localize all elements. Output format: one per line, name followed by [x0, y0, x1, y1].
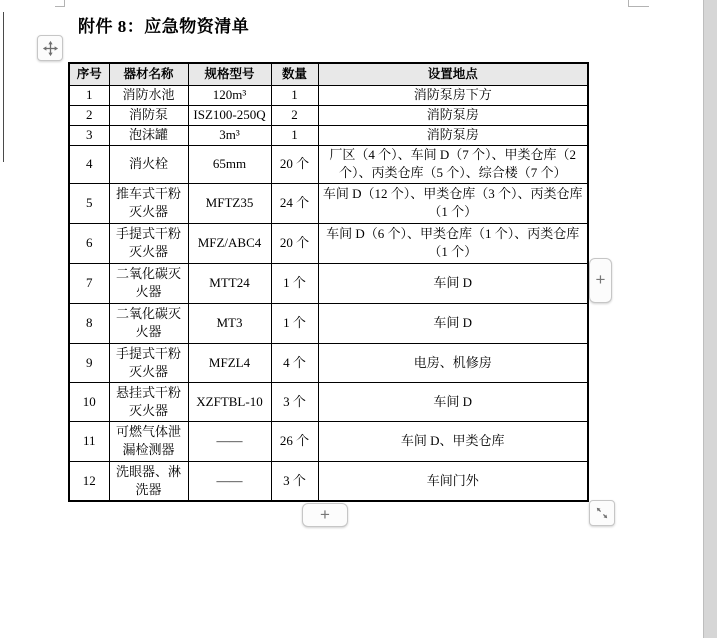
cell-spec[interactable]: 3m³ [188, 125, 271, 145]
page-right-edge [703, 0, 717, 638]
cell-spec[interactable]: MFTZ35 [188, 183, 271, 223]
cell-seq[interactable]: 12 [69, 461, 109, 501]
table-resize-button[interactable] [589, 500, 615, 526]
page-title[interactable]: 附件 8：应急物资清单 [78, 17, 250, 36]
cell-qty[interactable]: 1 [271, 125, 318, 145]
resize-diagonal-icon [594, 505, 610, 521]
cell-qty[interactable]: 24 个 [271, 183, 318, 223]
cell-qty[interactable]: 26 个 [271, 421, 318, 461]
cell-seq[interactable]: 7 [69, 263, 109, 303]
cell-seq[interactable]: 4 [69, 145, 109, 183]
cell-seq[interactable]: 1 [69, 85, 109, 105]
cell-name[interactable]: 手提式干粉灭火器 [109, 223, 188, 263]
plus-icon: + [320, 504, 330, 524]
cell-spec[interactable]: —— [188, 461, 271, 501]
cell-spec[interactable]: MFZ/ABC4 [188, 223, 271, 263]
cell-location[interactable]: 消防泵房 [318, 125, 588, 145]
page-left-edge-line [3, 12, 4, 162]
supplies-table [68, 62, 589, 502]
cell-seq[interactable]: 5 [69, 183, 109, 223]
cell-qty[interactable]: 2 [271, 105, 318, 125]
cell-spec[interactable]: 120m³ [188, 85, 271, 105]
cell-name[interactable]: 手提式干粉灭火器 [109, 343, 188, 382]
table-row [69, 85, 588, 105]
cell-qty[interactable]: 20 个 [271, 145, 318, 183]
table-row [69, 145, 588, 183]
cell-spec[interactable]: MTT24 [188, 263, 271, 303]
cell-location[interactable]: 车间 D [318, 263, 588, 303]
cell-name[interactable]: 可燃气体泄漏检测器 [109, 421, 188, 461]
cell-name[interactable]: 消火栓 [109, 145, 188, 183]
cell-name[interactable]: 洗眼器、淋洗器 [109, 461, 188, 501]
cell-name[interactable]: 消防泵 [109, 105, 188, 125]
add-row-button[interactable] [302, 503, 348, 527]
table-row [69, 183, 588, 223]
table-row [69, 421, 588, 461]
table-row [69, 303, 588, 343]
header-location[interactable]: 设置地点 [318, 63, 588, 85]
cell-location[interactable]: 车间 D（12 个）、甲类仓库（3 个）、丙类仓库（1 个） [318, 183, 588, 223]
header-equipment-name[interactable]: 器材名称 [109, 63, 188, 85]
cell-seq[interactable]: 9 [69, 343, 109, 382]
cell-seq[interactable]: 3 [69, 125, 109, 145]
cell-seq[interactable]: 11 [69, 421, 109, 461]
table-row [69, 343, 588, 382]
supplies-table-body [69, 85, 588, 501]
table-row [69, 105, 588, 125]
cell-spec[interactable]: 65mm [188, 145, 271, 183]
header-quantity[interactable]: 数量 [271, 63, 318, 85]
cell-location[interactable]: 车间 D、甲类仓库 [318, 421, 588, 461]
table-row [69, 461, 588, 501]
cell-name[interactable]: 二氧化碳灭火器 [109, 263, 188, 303]
cell-seq[interactable]: 6 [69, 223, 109, 263]
header-spec-model[interactable]: 规格型号 [188, 63, 271, 85]
cell-location[interactable]: 电房、机修房 [318, 343, 588, 382]
table-row [69, 382, 588, 421]
move-icon [42, 40, 59, 57]
cell-location[interactable]: 厂区（4 个）、车间 D（7 个）、甲类仓库（2 个）、丙类仓库（5 个）、综合楼（7 个） [318, 145, 588, 183]
cell-spec[interactable]: —— [188, 421, 271, 461]
cell-name[interactable]: 推车式干粉灭火器 [109, 183, 188, 223]
cell-qty[interactable]: 20 个 [271, 223, 318, 263]
cell-qty[interactable]: 1 个 [271, 303, 318, 343]
page-margin-mark-topleft [55, 6, 65, 7]
table-move-handle-button[interactable] [37, 35, 63, 61]
cell-location[interactable]: 车间 D [318, 382, 588, 421]
cell-location[interactable]: 消防泵房下方 [318, 85, 588, 105]
cell-location[interactable]: 车间门外 [318, 461, 588, 501]
page-margin-mark-topright [628, 6, 649, 7]
cell-qty[interactable]: 3 个 [271, 461, 318, 501]
cell-qty[interactable]: 4 个 [271, 343, 318, 382]
table-header-row [69, 63, 588, 85]
table-row [69, 263, 588, 303]
plus-icon: + [595, 270, 606, 289]
cell-qty[interactable]: 1 [271, 85, 318, 105]
cell-seq[interactable]: 8 [69, 303, 109, 343]
cell-seq[interactable]: 2 [69, 105, 109, 125]
cell-name[interactable]: 二氧化碳灭火器 [109, 303, 188, 343]
add-column-button[interactable] [589, 258, 612, 303]
cell-seq[interactable]: 10 [69, 382, 109, 421]
cell-qty[interactable]: 1 个 [271, 263, 318, 303]
cell-spec[interactable]: MT3 [188, 303, 271, 343]
header-seq[interactable]: 序号 [69, 63, 109, 85]
cell-qty[interactable]: 3 个 [271, 382, 318, 421]
table-row [69, 223, 588, 263]
cell-location[interactable]: 消防泵房 [318, 105, 588, 125]
cell-name[interactable]: 泡沫罐 [109, 125, 188, 145]
cell-location[interactable]: 车间 D [318, 303, 588, 343]
cell-spec[interactable]: ISZ100-250Q [188, 105, 271, 125]
cell-spec[interactable]: XZFTBL-10 [188, 382, 271, 421]
table-row [69, 125, 588, 145]
cell-location[interactable]: 车间 D（6 个）、甲类仓库（1 个）、丙类仓库（1 个） [318, 223, 588, 263]
cell-name[interactable]: 悬挂式干粉灭火器 [109, 382, 188, 421]
cell-name[interactable]: 消防水池 [109, 85, 188, 105]
cell-spec[interactable]: MFZL4 [188, 343, 271, 382]
